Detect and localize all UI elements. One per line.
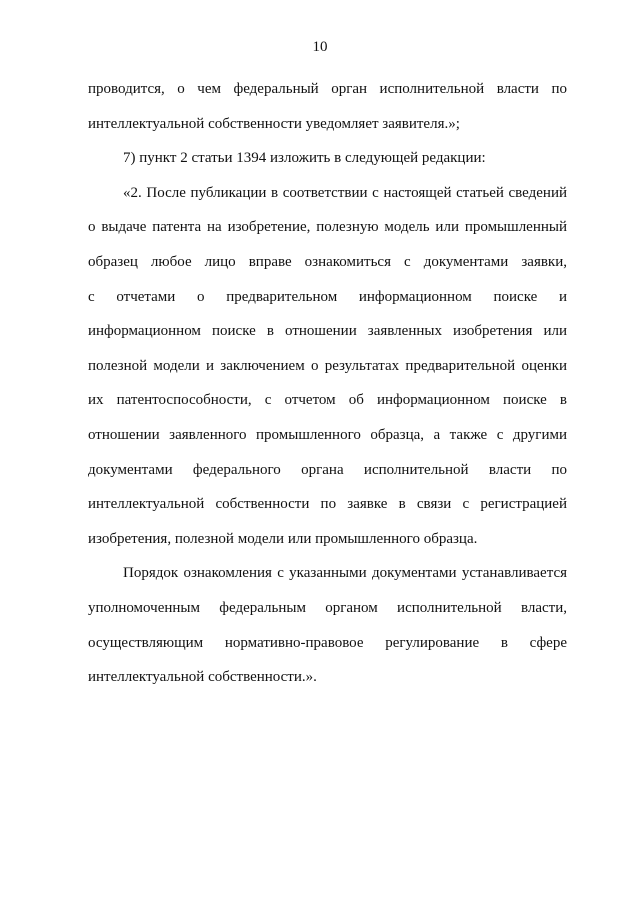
text-line: «2. После публикации в соответствии с настоящей статьей сведений	[123, 184, 567, 201]
text-line: документами федерального органа исполнительной власти по	[88, 461, 567, 478]
text-line: 7) пункт 2 статьи 1394 изложить в следующей редакции:	[123, 150, 486, 167]
text-line: о выдаче патента на изобретение, полезную модель или промышленный	[88, 219, 567, 236]
text-line: изобретения, полезной модели или промышленного образца.	[88, 530, 478, 547]
text-line: интеллектуальной собственности по заявке в связи с регистрацией	[88, 496, 567, 513]
document-body	[88, 72, 567, 695]
text-line: их патентоспособности, с отчетом об информационном поиске в	[88, 392, 567, 409]
text-line: Порядок ознакомления с указанными документами устанавливается	[123, 565, 567, 582]
text-line: интеллектуальной собственности.».	[88, 669, 317, 686]
text-line: уполномоченным федеральным органом исполнительной власти,	[88, 599, 567, 616]
text-line: интеллектуальной собственности уведомляет заявителя.»;	[88, 115, 460, 132]
text-line: отношении заявленного промышленного образца, а также с другими	[88, 426, 567, 443]
text-line: с отчетами о предварительном информационном поиске и	[88, 288, 567, 305]
page-number: 10	[312, 39, 328, 55]
text-line: полезной модели и заключением о результатах предварительной оценки	[88, 357, 567, 374]
text-line: информационном поиске в отношении заявленных изобретения или	[88, 323, 567, 340]
text-line: проводится, о чем федеральный орган исполнительной власти по	[88, 81, 567, 97]
text-line: образец любое лицо вправе ознакомиться с документами заявки,	[88, 253, 567, 270]
text-line: осуществляющим нормативно-правовое регулирование в сфере	[88, 634, 567, 651]
